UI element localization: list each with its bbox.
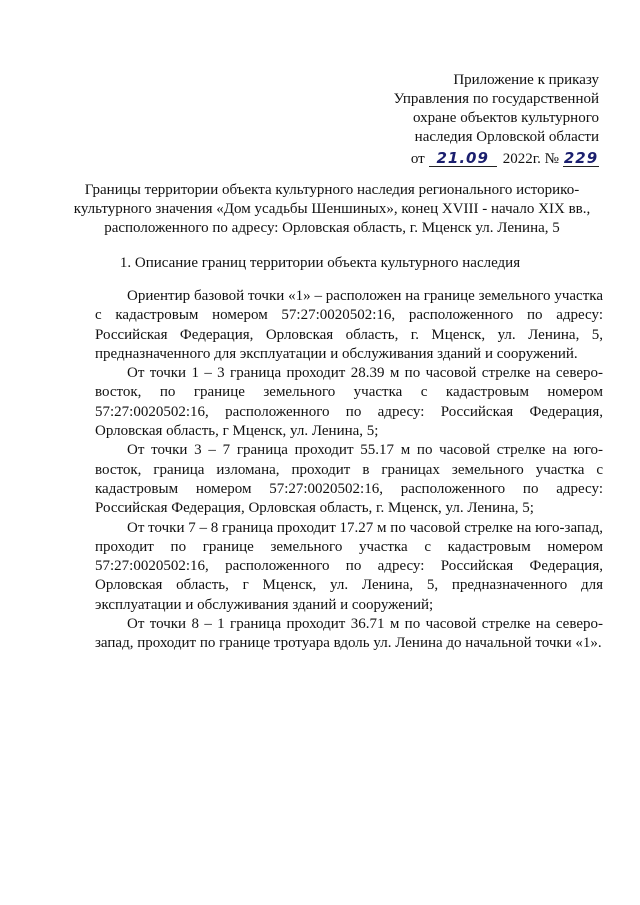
title-line: расположенного по адресу: Орловская область, г. Мценск ул. Ленина, 5: [104, 220, 560, 236]
paragraph-point-3-7: От точки 3 – 7 граница проходит 55.17 м по часовой стрелке на юго-восток, граница изломана, проходит в границах земельного участка с кадастровым номером 57:27:0020502:16, расположенного по адресу: Российская Федерация, Орловская область, г. Мценск, ул. Ленина, 5;: [95, 442, 603, 517]
title-line: культурного значения «Дом усадьбы Шеншиных», конец XVIII - начало XIX вв.,: [73, 201, 591, 217]
handwritten-order-number: 229: [563, 149, 599, 167]
title-line: Границы территории объекта культурного наследия регионального историко-: [84, 182, 580, 198]
paragraph-point-8-1: От точки 8 – 1 граница проходит 36.71 м по часовой стрелке на северо-запад, проходит по границе тротуара вдоль ул. Ленина до начальной точки «1».: [95, 616, 603, 652]
year-number-label: 2022г. №: [502, 151, 559, 167]
handwritten-date: 21.09: [429, 151, 497, 167]
section-heading: 1. Описание границ территории объекта культурного наследия: [119, 255, 521, 271]
paragraph-point-1-3: От точки 1 – 3 граница проходит 28.39 м по часовой стрелке на северо-восток, по границе земельного участка с кадастровым номером 57:27:0020502:16, расположенного по адресу: Российская Федерация, Орловская область, г Мценск, ул. Ленина, 5;: [95, 365, 603, 440]
appendix-line: охране объектов культурного: [412, 110, 599, 126]
document-title: [62, 181, 602, 238]
order-date-number-line: [329, 150, 599, 169]
paragraph-point-7-8: От точки 7 – 8 граница проходит 17.27 м по часовой стрелке на юго-запад, проходит по границе земельного участка с кадастровым номером 57:27:0020502:16, расположенного по адресу: Российская Федерация, Орловская область, г Мценск, ул. Ленина, 5, предназначенного для эксплуатации и обслуживания зданий и сооружений;: [95, 519, 603, 613]
document-body: [95, 287, 603, 654]
appendix-header: [329, 71, 599, 169]
date-prefix: от: [410, 151, 425, 167]
appendix-line: Приложение к приказу: [453, 72, 599, 88]
paragraph-base-point: Ориентир базовой точки «1» – расположен на границе земельного участка с кадастровым номером 57:27:0020502:16, расположенного по адресу: Российская Федерация, Орловская область, г. Мценск, ул. Ленина, 5, предназначенного для эксплуатации и обслуживания зданий и сооружений.: [95, 288, 603, 362]
appendix-line: Управления по государственной: [393, 91, 599, 107]
appendix-line: наследия Орловской области: [414, 129, 599, 145]
